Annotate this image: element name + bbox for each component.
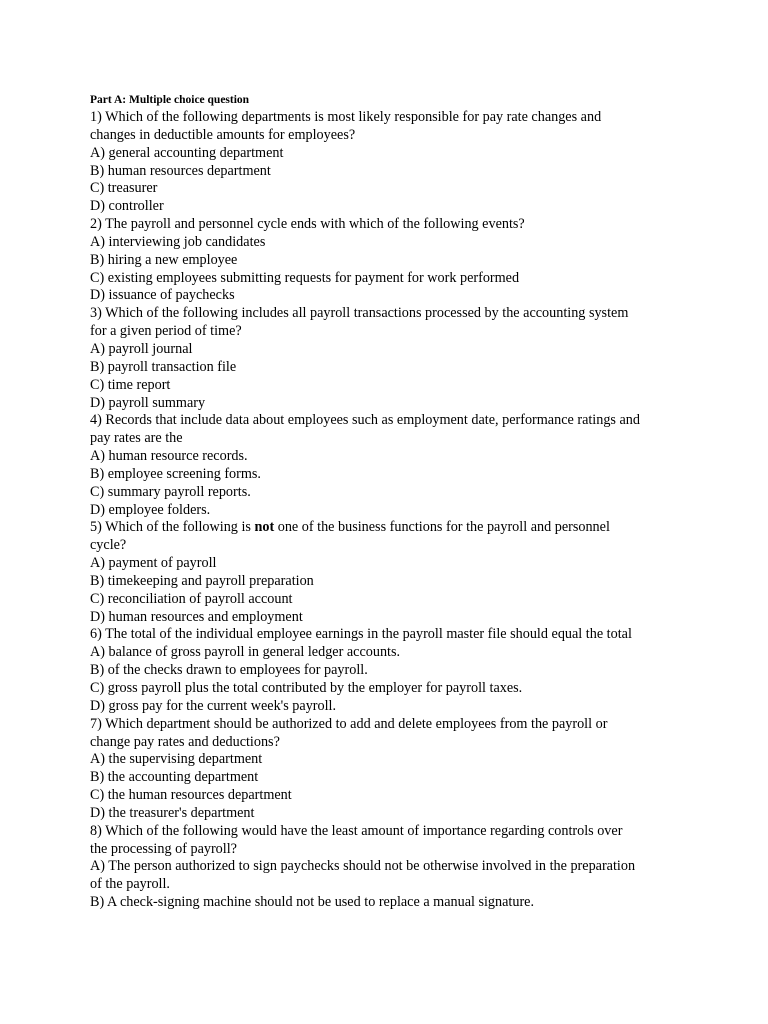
section-heading: Part A: Multiple choice question [90, 94, 250, 106]
option-letter: A) [90, 448, 105, 465]
question-7-option-a [90, 751, 690, 769]
question-2-option-a [90, 234, 690, 252]
question-3-option-a [90, 341, 690, 359]
document-page [90, 91, 690, 912]
option-letter: D) [90, 501, 105, 518]
option-text: summary payroll reports. [107, 483, 251, 500]
option-text: The person authorized to sign paychecks should not be otherwise involved in the preparation [108, 858, 636, 875]
question-5-line-2: cycle? [90, 537, 127, 554]
question-4-line-2: pay rates are the [90, 430, 183, 447]
option-text: time report [107, 376, 171, 393]
option-letter: C) [90, 787, 105, 804]
option-letter: B) [90, 465, 105, 482]
question-8-line-2: the processing of payroll? [90, 840, 237, 857]
question-3-option-c [90, 377, 690, 395]
option-letter: B) [90, 769, 105, 786]
question-2-text-1: The payroll and personnel cycle ends with which of the following events? [105, 216, 525, 233]
option-letter: B) [90, 162, 105, 179]
question-2-line-1 [90, 216, 690, 234]
option-text: human resource records. [108, 448, 248, 465]
question-7-number: 7) [90, 715, 102, 732]
option-text: employee folders. [108, 501, 211, 518]
option-text: of the checks drawn to employees for payroll. [107, 662, 368, 679]
option-text: controller [108, 198, 164, 215]
option-text: A check-signing machine should not be used to replace a manual signature. [106, 894, 535, 911]
question-6-option-b [90, 662, 690, 680]
question-1-number: 1) [90, 109, 102, 125]
option-letter: D) [90, 608, 105, 625]
option-text: general accounting department [108, 144, 284, 161]
question-5-line-1 [90, 519, 690, 537]
option-letter: C) [90, 269, 105, 286]
question-4-number: 4) [90, 412, 102, 429]
question-7-line-2: change pay rates and deductions? [90, 733, 280, 750]
question-2-option-b [90, 252, 690, 270]
question-7-line-1 [90, 716, 690, 734]
question-3-text-1: Which of the following includes all payroll transactions processed by the accounting system [105, 305, 629, 322]
question-3-line-2: for a given period of time? [90, 323, 242, 340]
option-letter: A) [90, 340, 105, 357]
option-text: balance of gross payroll in general ledger accounts. [108, 644, 401, 661]
question-7-text-1: Which department should be authorized to add and delete employees from the payroll or [105, 715, 608, 732]
option-letter: C) [90, 180, 105, 197]
question-1-option-a [90, 145, 690, 163]
option-text: treasurer [107, 180, 158, 197]
question-1-option-c [90, 180, 690, 198]
question-1-line-1 [90, 109, 690, 127]
question-6-option-a [90, 644, 690, 662]
option-letter: B) [90, 662, 105, 679]
question-4-option-d [90, 502, 690, 520]
question-6-number: 6) [90, 626, 102, 643]
question-8-line-1 [90, 823, 690, 841]
question-8-option-a-line-2: of the payroll. [90, 876, 170, 893]
question-5-option-b [90, 573, 690, 591]
question-6-line-1 [90, 626, 690, 644]
option-letter: C) [90, 483, 105, 500]
option-letter: B) [90, 251, 105, 268]
question-6-option-c [90, 680, 690, 698]
question-2-option-c [90, 270, 690, 288]
option-text: gross pay for the current week's payroll. [108, 697, 337, 714]
option-letter: D) [90, 394, 105, 411]
option-text: payroll transaction file [107, 358, 237, 375]
option-text: gross payroll plus the total contributed by the employer for payroll taxes. [107, 680, 523, 696]
question-2-option-d [90, 287, 690, 305]
option-letter: B) [90, 358, 105, 375]
option-text: issuance of paychecks [108, 287, 235, 304]
option-text: human resources and employment [108, 608, 303, 625]
question-8-option-a-line-1 [90, 858, 690, 876]
option-letter: D) [90, 287, 105, 304]
question-4-option-a [90, 448, 690, 466]
option-text: payroll journal [108, 340, 193, 357]
option-letter: C) [90, 590, 105, 607]
question-8-number: 8) [90, 822, 102, 839]
option-letter: C) [90, 680, 105, 696]
option-letter: C) [90, 376, 105, 393]
option-text: interviewing job candidates [108, 233, 266, 250]
question-7-option-b [90, 769, 690, 787]
option-text: the supervising department [108, 751, 263, 768]
option-text: timekeeping and payroll preparation [107, 572, 314, 589]
question-8-text-1: Which of the following would have the least amount of importance regarding controls over [105, 822, 623, 839]
option-letter: D) [90, 198, 105, 215]
question-4-option-c [90, 484, 690, 502]
question-1-option-d [90, 198, 690, 216]
option-letter: A) [90, 858, 105, 875]
question-2-number: 2) [90, 216, 102, 233]
question-8-option-b [90, 894, 690, 912]
option-text: hiring a new employee [107, 251, 238, 268]
question-1-option-b [90, 163, 690, 181]
question-4-text-1: Records that include data about employees such as employment date, performance ratings and [105, 412, 640, 429]
question-1-text-1: Which of the following departments is most likely responsible for pay rate changes and [105, 109, 602, 125]
option-text: human resources department [107, 162, 271, 179]
question-3-number: 3) [90, 305, 102, 322]
option-letter: A) [90, 233, 105, 250]
option-text: the accounting department [107, 769, 259, 786]
option-text: payroll summary [108, 394, 206, 411]
question-4-option-b [90, 466, 690, 484]
option-text: payment of payroll [108, 555, 217, 572]
question-1-line-2: changes in deductible amounts for employees? [90, 126, 356, 143]
question-5-option-d [90, 609, 690, 627]
question-5-option-c [90, 591, 690, 609]
option-text: the treasurer's department [108, 804, 255, 821]
question-5-number: 5) [90, 519, 102, 536]
option-text: reconciliation of payroll account [107, 590, 293, 607]
question-5-text-after: one of the business functions for the payroll and personnel [274, 519, 610, 536]
question-3-option-b [90, 359, 690, 377]
option-letter: D) [90, 804, 105, 821]
question-7-option-d [90, 805, 690, 823]
option-letter: A) [90, 555, 105, 572]
question-6-text-1: The total of the individual employee earnings in the payroll master file should equal the total [105, 626, 632, 643]
question-3-option-d [90, 395, 690, 413]
option-letter: A) [90, 751, 105, 768]
option-letter: A) [90, 144, 105, 161]
question-5-option-a [90, 555, 690, 573]
option-text: the human resources department [107, 787, 292, 804]
option-letter: B) [90, 572, 105, 589]
question-7-option-c [90, 787, 690, 805]
question-5-bold-word: not [254, 519, 275, 536]
option-letter: A) [90, 644, 105, 661]
question-3-line-1 [90, 305, 690, 323]
question-6-option-d [90, 698, 690, 716]
option-letter: B) [90, 894, 105, 911]
option-text: employee screening forms. [107, 465, 261, 482]
option-text: existing employees submitting requests for payment for work performed [107, 269, 520, 286]
option-letter: D) [90, 697, 105, 714]
question-4-line-1 [90, 412, 690, 430]
question-5-text-before: Which of the following is [105, 519, 255, 536]
